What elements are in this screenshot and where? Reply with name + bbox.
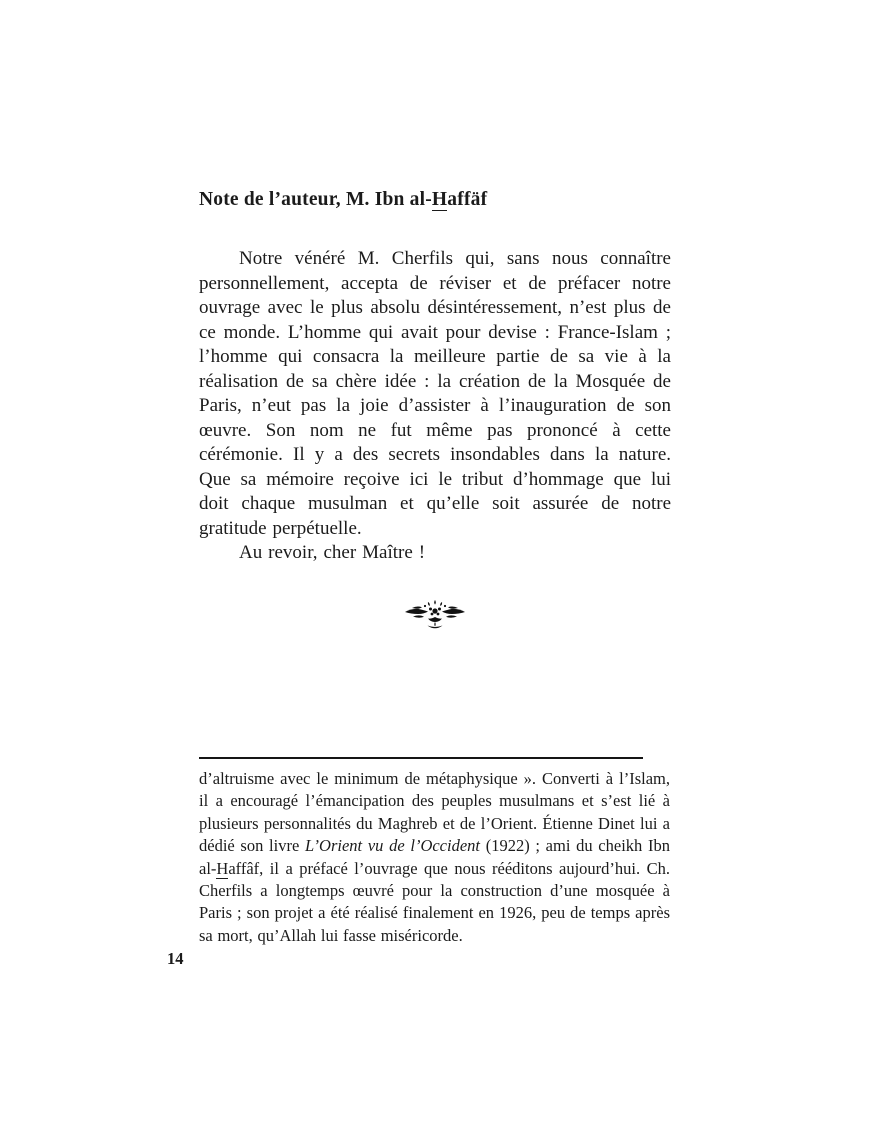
footnote-part2: (1922) ; ami du cheikh Ibn al- bbox=[199, 836, 670, 878]
footnote-separator-rule bbox=[199, 757, 643, 759]
footnote-book-title: L’Orient vu de l’Occident bbox=[304, 836, 480, 856]
closing-line: Au revoir, cher Maître ! bbox=[239, 542, 426, 563]
note-section bbox=[199, 189, 671, 631]
section-title bbox=[199, 189, 671, 211]
title-underlined-letter: H bbox=[431, 189, 448, 210]
fleuron-ornament-icon bbox=[199, 597, 671, 631]
footnote-part1: d’altruisme avec le minimum de métaphysique ». Converti à l’Islam, il a encouragé l’émancipation des peuples musulmans et s’est lié à plusieurs personnalités du Maghreb et de l’Orient. Étienne Dinet lui a dédié son livre bbox=[199, 769, 670, 856]
footnote-underlined-letter: H bbox=[216, 858, 229, 878]
footnote-section bbox=[199, 757, 670, 947]
footnote-part3: affâf, il a préfacé l’ouvrage que nous rééditons aujourd’hui. Ch. Cherfils a longtemps œuvré pour la construction d’une mosquée à Paris ; son projet a été réalisé finalement en 1926, peu de temps après sa mort, qu’Allah lui fasse miséricorde. bbox=[199, 858, 670, 945]
footnote-text bbox=[199, 768, 670, 947]
note-paragraph: Notre vénéré M. Cherfils qui, sans nous connaître personnellement, accepta de réviser et de préfacer notre ouvrage avec le plus absolu désintéressement, n’est plus de ce monde. L’homme qui avait pour devise : France-Islam ; l’homme qui consacra la meilleure partie de sa vie à la réalisation de sa chère idée : la création de la Mosquée de Paris, n’eut pas la joie d’assister à l’inauguration de son œuvre. Son nom ne fut même pas prononcé à cette cérémonie. Il y a des secrets insondables dans la nature. Que sa mémoire reçoive ici le tribut d’hommage que lui doit chaque musulman et qu’elle soit assurée de notre gratitude perpétuelle. bbox=[199, 248, 671, 539]
page-number: 14 bbox=[167, 949, 184, 968]
title-text-prefix: Note de l’auteur, M. Ibn al- bbox=[199, 189, 432, 210]
title-text-suffix: affäf bbox=[447, 189, 488, 210]
